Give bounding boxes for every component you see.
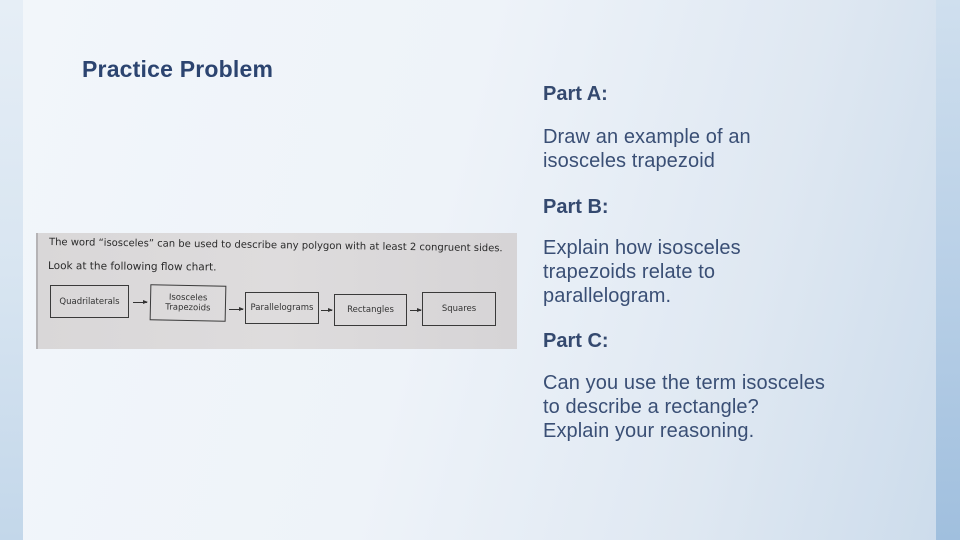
left-accent-strip <box>0 0 23 540</box>
part-c-heading: Part C: <box>543 330 609 352</box>
part-a-heading: Part A: <box>543 83 608 105</box>
textbook-photo <box>36 233 517 349</box>
flow-box-quadrilaterals: Quadrilaterals <box>50 285 129 318</box>
flow-box-squares: Squares <box>422 292 496 326</box>
flow-box-parallelograms: Parallelograms <box>245 292 319 324</box>
flow-arrow <box>410 310 421 311</box>
flow-label-line2: Trapezoids <box>165 302 211 314</box>
photo-text-instruction: Look at the following flow chart. <box>47 260 217 274</box>
flow-arrow <box>229 309 243 310</box>
flow-box-rectangles: Rectangles <box>334 294 407 326</box>
flow-box-isosceles-trapezoids <box>150 284 227 322</box>
part-b-heading: Part B: <box>543 196 609 218</box>
right-accent-strip <box>936 0 960 540</box>
part-c-body: Can you use the term isosceles to describe a rectangle? Explain your reasoning. <box>543 372 826 442</box>
part-b-body: Explain how isosceles trapezoids relate to parallelogram. <box>543 237 741 307</box>
flow-chart <box>38 233 517 349</box>
flow-arrow <box>133 302 147 303</box>
slide-title: Practice Problem <box>82 56 274 82</box>
flow-label-line1: Isosceles <box>168 292 208 304</box>
photo-text-definition: The word “isosceles” can be used to describe any polygon with at least 2 congruent sides. <box>48 237 503 255</box>
flow-arrow <box>321 310 332 311</box>
part-a-body: Draw an example of an isosceles trapezoid <box>543 126 751 172</box>
